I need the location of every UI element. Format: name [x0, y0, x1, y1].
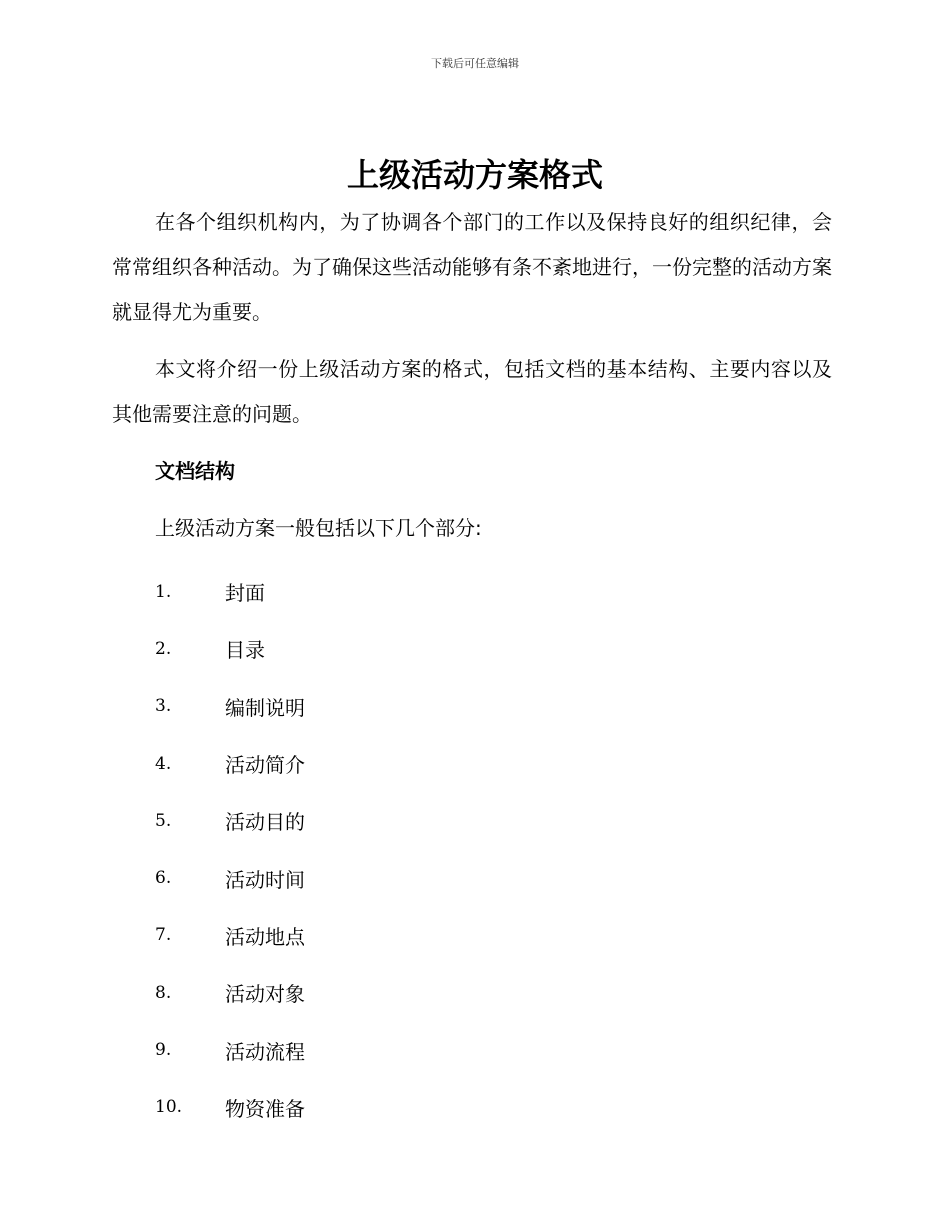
list-item-text: 活动对象: [225, 982, 305, 1007]
list-item-number: 5.: [155, 810, 172, 831]
list-item-number: 10.: [155, 1097, 183, 1118]
section-heading: 文档结构: [155, 459, 235, 483]
list-item-text: 活动时间: [225, 867, 305, 892]
list-item: [112, 1021, 832, 1078]
list-item: [112, 563, 832, 620]
list-item-number: 4.: [155, 753, 172, 774]
paragraph-intro: 在各个组织机构内，为了协调各个部门的工作以及保持良好的组织纪律，会常常组织各种活动。为了确保这些活动能够有条不紊地进行，一份完整的活动方案就显得尤为重要。: [112, 210, 832, 324]
header-note: 下载后可任意编辑: [431, 57, 519, 70]
list-item-number: 9.: [155, 1040, 172, 1061]
list-item-text: 封面: [225, 581, 265, 606]
list-item: [112, 964, 832, 1021]
list-item-text: 活动简介: [225, 753, 305, 778]
list-item-number: 2.: [155, 638, 172, 659]
list-item-text: 编制说明: [225, 695, 305, 720]
list-item-number: 3.: [155, 696, 172, 717]
list-item: [112, 849, 832, 906]
list-item-text: 活动地点: [225, 924, 305, 949]
list-item: [112, 620, 832, 677]
list-item: [112, 1079, 832, 1136]
list-item-number: 1.: [155, 581, 172, 602]
list-item-number: 7.: [155, 925, 172, 946]
list-item: [112, 678, 832, 735]
list-item: [112, 907, 832, 964]
list-item-number: 6.: [155, 868, 172, 889]
list-item-text: 物资准备: [225, 1096, 305, 1121]
outline-list: [112, 563, 832, 1136]
document-title: 上级活动方案格式: [346, 156, 603, 194]
section-intro: 上级活动方案一般包括以下几个部分:: [155, 516, 482, 540]
list-item: [112, 735, 832, 792]
document-body: [112, 200, 832, 1136]
list-item-text: 活动流程: [225, 1039, 305, 1064]
list-item-text: 活动目的: [225, 810, 305, 835]
paragraph-purpose: 本文将介绍一份上级活动方案的格式，包括文档的基本结构、主要内容以及其他需要注意的问题。: [112, 357, 832, 426]
list-item: [112, 792, 832, 849]
list-item-text: 目录: [225, 638, 265, 663]
list-item-number: 8.: [155, 982, 172, 1003]
